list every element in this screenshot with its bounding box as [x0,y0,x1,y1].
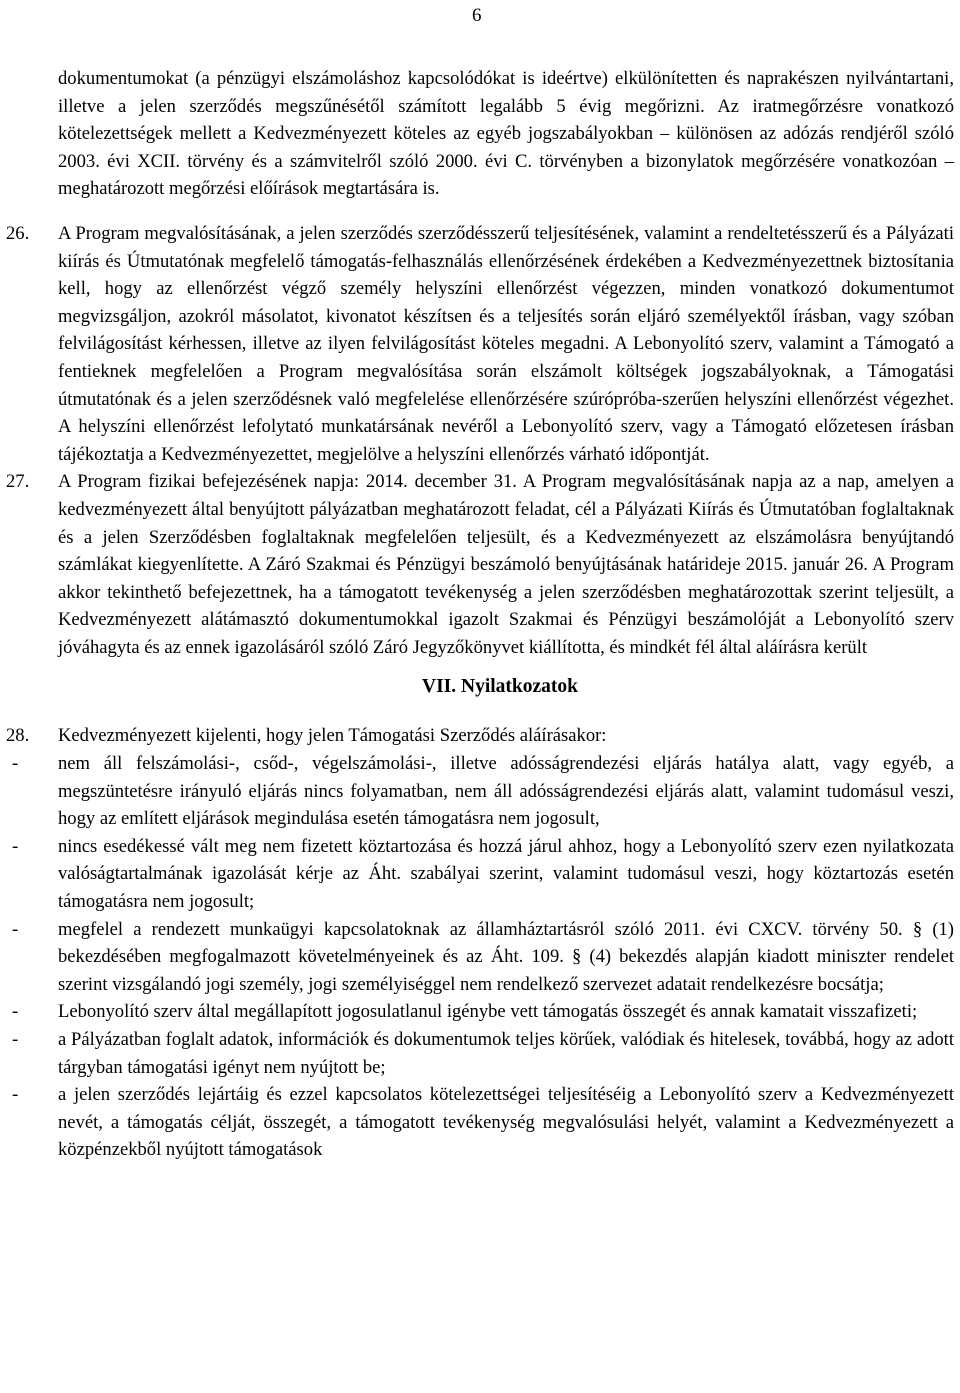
dash-marker: - [12,1084,19,1106]
section-heading: VII. Nyilatkozatok [421,676,578,698]
dash-marker: - [12,1029,19,1050]
clause-number: 28. [6,725,30,747]
declaration-item [0,998,960,1026]
dash-marker: - [12,753,19,775]
clause-number: 26. [6,222,30,244]
clause-28 [0,722,960,750]
dash-marker: - [12,835,19,857]
dash-marker: - [12,1001,19,1023]
declaration-item [0,833,960,916]
intro-paragraph: dokumentumokat (a pénzügyi elszámoláshoz kapcsolódókat is ideértve) elkülönítetten és naprakészen nyilvántartani, illetve a jelen szerződés megszűnésétől számított legalább 5 évig megőrizni. Az iratmegőrzésre vonatkozó kötelezettségek mellett a Kedvezményezett köteles az egyéb jogszabályokban – különösen az adózás rendjéről szóló 2003. évi XCII. törvény és a számvitelről szóló 2000. évi C. törvényben a bizonylatok megőrzésére vonatkozóan – meghatározott megőrzési előírások megtartására is. [58,68,954,200]
declaration-item [0,750,960,833]
declaration-item [0,1081,960,1164]
declaration-text: Lebonyolító szerv által megállapított jogosulatlanul igénybe vett támogatás összegét és annak kamatait visszafizeti; [58,1001,918,1023]
dash-marker: - [12,918,19,940]
declaration-text: megfelel a rendezett munkaügyi kapcsolatoknak az államháztartásról szóló 2011. évi CXCV. törvény 50. § (1) bekezdésében megfogalmazott követelményeinek és az Áht. 109. § (4) bekezdés alapján kiadott miniszter rendelet szerint vizsgálandó jogi személy, jogi személyiséggel nem rendelkező szervezet adatait rendelkezésre bocsátja; [58,918,954,995]
declaration-item [0,1026,960,1081]
declaration-text: a jelen szerződés lejártáig és ezzel kapcsolatos kötelezettségei teljesítéséig a Lebonyolító szerv a Kedvezményezett nevét, a támogatás célját, összegét, a támogatott tevékenység megvalósulási helyét, valamint a Kedvezményezett a közpénzekből nyújtott támogatások [58,1084,954,1161]
clause-text: A Program megvalósításának, a jelen szerződés szerződésszerű teljesítésének, valamint a rendeltetésszerű és a Pályázati kiírás és Útmutatónak megfelelő támogatás-felhasználás ellenőrzésének érdekében a Kedvezményezettnek biztosítania kell, hogy az ellenőrzést végző személy helyszíni ellenőrzést végezzen, minden vonatkozó dokumentumot megvizsgáljon, azokról másolatot, kivonatot készítsen és a teljesítés során eljáró személyektől írásban, vagy szóban felvilágosítást kérhessen, illetve az ilyen felvilágosítást köteles megadni. A Lebonyolító szerv, valamint a Támogató a fentieknek megfelelően a Program megvalósítása során elszámolt költségek jogszabályoknak, a Támogatási útmutatónak és a jelen szerződésnek való megfelelése ellenőrzésére szúrópróba-szerűen helyszíni ellenőrzést végezhet. A helyszíni ellenőrzést lefolytató munkatársának nevéről a Lebonyolító szerv, vagy a Támogató előzetesen írásban tájékoztatja a Kedvezményezettet, megjelölve a helyszíni ellenőrzés várható időpontját. [58,222,954,465]
clause-text: A Program fizikai befejezésének napja: 2014. december 31. A Program megvalósításának napja az a nap, amelyen a kedvezményezett által benyújtott pályázatban meghatározott feladat, cél a Pályázati Kiírás és Útmutatóban foglaltaknak és a jelen Szerződésben foglaltaknak megfelelően teljesült, és a Kedvezményezett az elszámolásra benyújtandó számlákat kiegyenlítette. A Záró Szakmai és Pénzügyi beszámoló benyújtásának határideje 2015. január 26. A Program akkor tekinthető befejezettnek, ha a támogatott tevékenység a jelen szerződésben meghatározottak szerint teljesült, a Kedvezményezett alátámasztó dokumentumokkal igazolt Szakmai és Pénzügyi beszámolóját a Lebonyolító szerv jóváhagyta és az ennek igazolásáról szóló Záró Jegyzőkönyvet kiállította, és mindkét fél által aláírásra került [58,471,954,658]
clause-text: Kedvezményezett kijelenti, hogy jelen Támogatási Szerződés aláírásakor: [58,725,607,747]
document-body [0,65,960,1164]
declaration-item [0,916,960,999]
paragraph-gap [0,203,960,220]
declaration-text: nincs esedékessé vált meg nem fizetett köztartozása és hozzá járul ahhoz, hogy a Lebonyolító szerv ezen nyilatkozata valóságtartalmának igazolását kérje az Áht. szabályai szerint, valamint tudomásul veszi, hogy köztartozás esetén támogatásra nem jogosult; [58,835,954,913]
clause-27 [0,468,960,661]
clause-number: 27. [6,471,30,493]
declaration-text: a Pályázatban foglalt adatok, információk és dokumentumok teljes körűek, valódiak és hitelesek, továbbá, hogy az adott tárgyban támogatási igényt nem nyújtott be; [58,1029,954,1078]
clause-26 [0,220,960,468]
page-number: 6 [472,5,482,26]
declaration-text: nem áll felszámolási-, csőd-, végelszámolási-, illetve adósságrendezési eljárás hatálya alatt, vagy egyéb, a megszüntetésre irányuló eljárás nincs folyamatban, nem áll adósságrendezési eljárás alatt, valamint tudomásul veszi, hogy az említett eljárások megindulása esetén támogatásra nem jogosult, [58,753,954,830]
